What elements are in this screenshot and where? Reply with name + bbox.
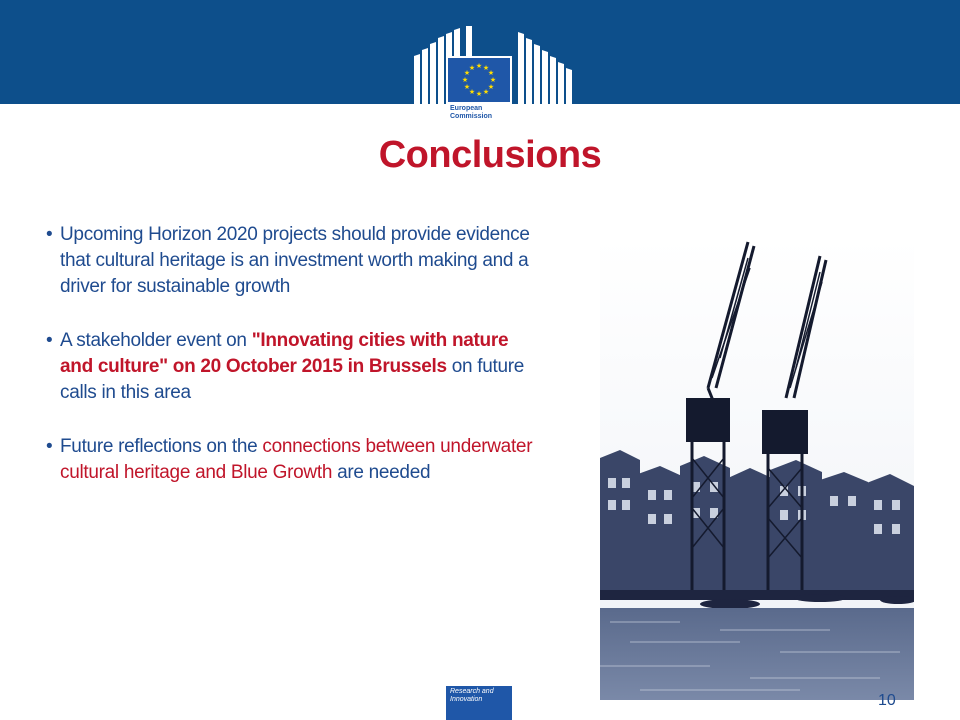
svg-text:★: ★ <box>489 76 497 84</box>
bullet-text-3-pre: Future reflections on the <box>60 436 263 457</box>
bullet-list <box>46 222 546 514</box>
bullet-text-2-highlight: "Innovating cities with nature and culture" on 20 October 2015 in Brussels <box>60 330 509 377</box>
commission-logo-text <box>450 105 510 121</box>
eu-flag-icon <box>448 58 510 102</box>
svg-text:★: ★ <box>468 88 476 96</box>
svg-text:★: ★ <box>487 83 495 91</box>
svg-text:★: ★ <box>463 83 471 91</box>
bullet-dot-icon: • <box>46 330 53 351</box>
bullet-dot-icon: • <box>46 436 53 457</box>
dock-cranes-photo <box>600 238 914 700</box>
svg-text:★: ★ <box>475 90 483 98</box>
badge-text <box>450 688 510 704</box>
badge-line-1: Research and <box>450 688 494 695</box>
bullet-text-3-post: are needed <box>332 462 431 483</box>
bullet-dot-icon: • <box>46 224 53 245</box>
slide-title: Conclusions <box>378 134 602 176</box>
svg-text:★: ★ <box>482 88 490 96</box>
svg-text:★: ★ <box>463 69 471 77</box>
svg-text:★: ★ <box>487 69 495 77</box>
bullet-item-2 <box>46 328 546 406</box>
svg-text:★: ★ <box>468 64 476 72</box>
svg-text:★: ★ <box>475 62 483 70</box>
bullet-item-1 <box>46 222 546 300</box>
bullet-text-2-pre: A stakeholder event on <box>60 330 252 351</box>
bullet-text-2-post: on future calls in this area <box>60 356 525 403</box>
bullet-text-1: Upcoming Horizon 2020 projects should provide evidence that cultural heritage is an investment worth making and a driver for sustainable growth <box>60 224 530 297</box>
bullet-text-3-highlight: connections between underwater cultural heritage and Blue Growth <box>60 436 533 483</box>
badge-line-2: Innovation <box>450 696 483 703</box>
svg-text:★: ★ <box>482 64 490 72</box>
bullet-item-3 <box>46 434 546 486</box>
logo-line-2: Commission <box>450 113 493 120</box>
svg-text:★: ★ <box>461 76 469 84</box>
page-number: 10 <box>878 692 896 709</box>
logo-line-1: European <box>450 105 483 112</box>
